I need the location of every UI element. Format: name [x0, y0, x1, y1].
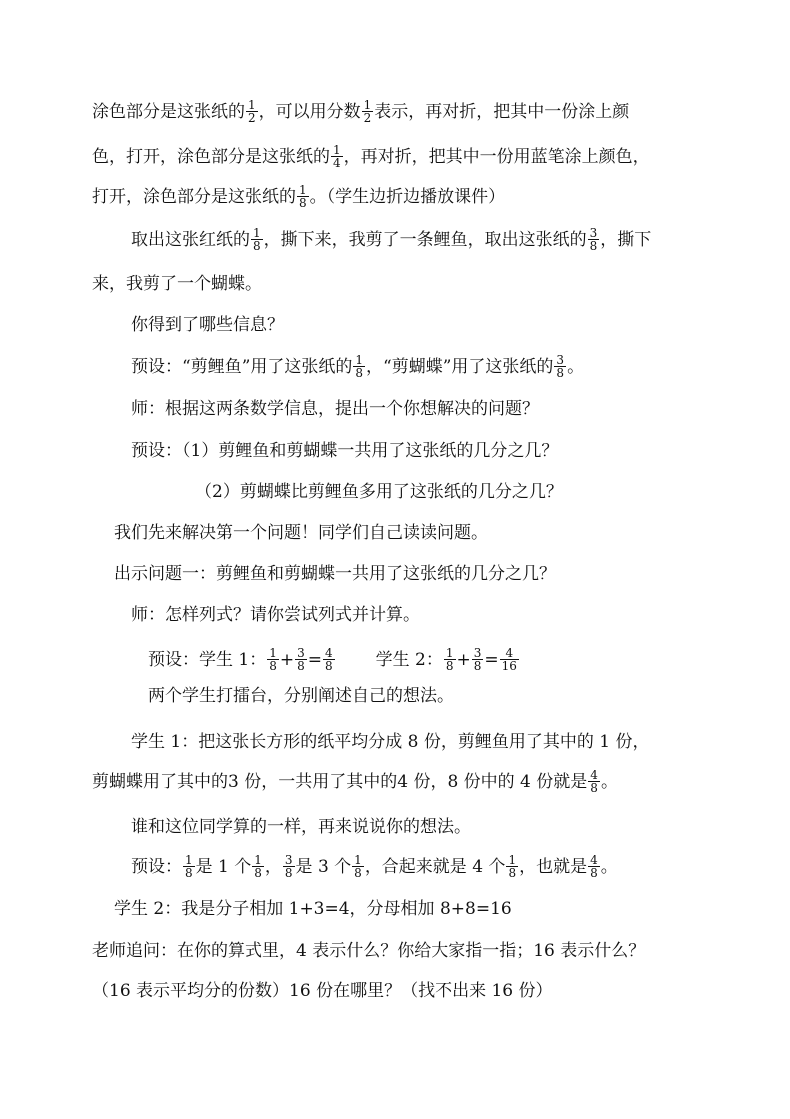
fraction-denominator: 8 — [355, 366, 364, 380]
paragraph-line — [92, 770, 618, 795]
text-run: ，也就是 — [519, 857, 588, 877]
text-run: （2）剪蝴蝶比剪鲤鱼多用了这张纸的几分之几？ — [195, 482, 563, 502]
fraction-denominator: 8 — [269, 659, 277, 673]
text-run: 学生 1：把这张长方形的纸平均分成 8 份，剪鲤鱼用了其中的 1 份， — [131, 732, 650, 752]
paragraph-line — [92, 100, 629, 125]
fraction-denominator: 8 — [297, 659, 305, 673]
text-run: 师：怎样列式？请你尝试列式并计算。 — [131, 605, 420, 625]
text-run: 你得到了哪些信息？ — [131, 315, 284, 335]
fraction-numerator: 1 — [354, 853, 362, 867]
paragraph-line — [114, 898, 512, 920]
fraction-numerator: 1 — [355, 353, 364, 367]
fraction-denominator: 8 — [590, 866, 598, 880]
text-run: ，可以用分数 — [258, 102, 361, 122]
text-run: 师：根据这两条数学信息，提出一个你想解决的问题？ — [131, 399, 539, 419]
fraction-denominator: 8 — [445, 659, 454, 673]
paragraph-line — [131, 816, 471, 838]
paragraph-line — [131, 604, 420, 626]
paragraph-line — [195, 481, 563, 503]
paragraph-line — [131, 355, 584, 380]
text-run: 预设：（1）剪鲤鱼和剪蝴蝶一共用了这张纸的几分之几？ — [131, 441, 559, 461]
fraction-numerator: 1 — [269, 646, 277, 660]
paragraph-line — [114, 563, 556, 585]
text-run: 学生 2：我是分子相加 1+3=4，分母相加 8+8=16 — [114, 899, 512, 919]
text-run: 是 1 个 — [195, 857, 252, 877]
paragraph-line — [148, 685, 454, 707]
fraction — [500, 647, 519, 672]
text-run: 。 — [600, 772, 618, 792]
text-run: （16 表示平均分的份数）16 份在哪里？（找不出来 16 份） — [92, 981, 553, 1001]
paragraph-line — [148, 648, 520, 673]
fraction-denominator: 8 — [254, 866, 262, 880]
fraction-denominator: 8 — [284, 866, 293, 880]
paragraph-line — [131, 440, 558, 462]
paragraph-line — [92, 940, 645, 962]
text-run: ，合起来就是 4 个 — [364, 857, 506, 877]
fraction-denominator: 8 — [590, 781, 598, 795]
text-run: + — [456, 650, 471, 670]
text-run: 谁和这位同学算的一样，再来说说你的想法。 — [131, 817, 471, 837]
fraction-numerator: 4 — [590, 768, 598, 782]
fraction — [353, 354, 365, 379]
text-run: 剪蝴蝶用了其中的3 份，一共用了其中的4 份，8 份中的 4 份就是 — [92, 772, 588, 792]
text-run: 。 — [600, 857, 618, 877]
fraction-denominator: 8 — [508, 866, 517, 880]
text-run: ，撕下 — [600, 230, 652, 250]
fraction — [588, 227, 600, 252]
text-run: 打开，涂色部分是这张纸的 — [92, 187, 296, 207]
paragraph-line — [92, 273, 262, 295]
text-run: 取出这张红纸的 — [131, 230, 250, 250]
text-run: + — [279, 650, 295, 670]
fraction-numerator: 3 — [297, 646, 305, 660]
text-run: 预设：学生 1： — [148, 650, 267, 670]
text-run: 老师追问：在你的算式里，4 表示什么？你给大家指一指；16 表示什么？ — [92, 941, 646, 961]
fraction — [283, 854, 295, 879]
fraction-numerator: 1 — [333, 143, 341, 157]
paragraph-line — [92, 980, 553, 1002]
text-run: 来，我剪了一个蝴蝶。 — [92, 274, 262, 294]
text-run: 表示，再对折，把其中一份涂上颜 — [374, 102, 630, 122]
text-run: = — [484, 650, 499, 670]
paragraph-line — [131, 855, 618, 880]
fraction — [183, 854, 195, 879]
fraction — [251, 227, 263, 252]
fraction — [588, 854, 600, 879]
paragraph-line — [131, 398, 539, 420]
text-run: = — [307, 650, 323, 670]
text-run: 色，打开，涂色部分是这张纸的 — [92, 147, 330, 167]
paragraph-line — [92, 185, 505, 210]
fraction-denominator: 8 — [299, 196, 307, 210]
text-run: 预设： — [131, 857, 182, 877]
fraction-denominator: 8 — [589, 239, 598, 253]
fraction-numerator: 3 — [473, 646, 482, 660]
fraction-numerator: 1 — [185, 853, 193, 867]
fraction-denominator: 8 — [354, 866, 362, 880]
fraction-denominator: 8 — [185, 866, 193, 880]
text-run: ， — [264, 857, 282, 877]
fraction-numerator: 1 — [248, 98, 256, 112]
fraction-numerator: 1 — [445, 646, 454, 660]
fraction-numerator: 1 — [299, 183, 307, 197]
text-run: 。 — [567, 357, 585, 377]
text-run: 。（学生边折边播放课件） — [309, 187, 506, 207]
fraction-denominator: 8 — [473, 659, 482, 673]
paragraph-line — [131, 731, 649, 753]
fraction — [506, 854, 518, 879]
fraction — [352, 854, 364, 879]
fraction-numerator: 4 — [505, 646, 514, 660]
fraction-numerator: 3 — [589, 226, 598, 240]
text-run: ，再对折，把其中一份用蓝笔涂上颜色， — [343, 147, 650, 167]
text-run: ，撕下来，我剪了一条鲤鱼，取出这张纸的 — [263, 230, 587, 250]
fraction — [444, 647, 456, 672]
paragraph-line — [131, 228, 651, 253]
fraction-denominator: 4 — [333, 156, 341, 170]
fraction — [554, 354, 566, 379]
fraction — [588, 769, 600, 794]
fraction-numerator: 1 — [363, 98, 372, 112]
fraction — [331, 144, 343, 169]
fraction-denominator: 2 — [363, 111, 372, 125]
fraction-numerator: 4 — [325, 646, 333, 660]
text-run: 我们先来解决第一个问题！同学们自己读读问题。 — [114, 523, 488, 543]
fraction — [297, 184, 309, 209]
fraction-numerator: 1 — [253, 226, 261, 240]
fraction — [362, 99, 374, 124]
fraction — [295, 647, 307, 672]
fraction-numerator: 1 — [508, 853, 517, 867]
fraction-numerator: 4 — [590, 853, 598, 867]
fraction-numerator: 3 — [556, 353, 565, 367]
paragraph-line — [92, 145, 650, 170]
paragraph-line — [114, 522, 488, 544]
fraction-numerator: 3 — [284, 853, 293, 867]
fraction-denominator: 8 — [325, 659, 333, 673]
fraction-denominator: 16 — [501, 659, 517, 673]
fraction — [323, 647, 335, 672]
text-run: 涂色部分是这张纸的 — [92, 102, 245, 122]
text-run: 是 3 个 — [295, 857, 352, 877]
text-run: 出示问题一：剪鲤鱼和剪蝴蝶一共用了这张纸的几分之几？ — [114, 564, 556, 584]
text-run: 学生 2： — [375, 650, 443, 670]
fraction-denominator: 8 — [253, 239, 261, 253]
text-run: 两个学生打擂台，分别阐述自己的想法。 — [148, 686, 454, 706]
paragraph-line — [131, 314, 284, 336]
fraction-denominator: 8 — [556, 366, 565, 380]
fraction — [267, 647, 279, 672]
fraction-denominator: 2 — [248, 111, 256, 125]
text-run: 预设：“剪鲤鱼”用了这张纸的 — [131, 357, 353, 377]
fraction — [246, 99, 258, 124]
fraction-numerator: 1 — [254, 853, 262, 867]
fraction — [252, 854, 264, 879]
text-run: ，“剪蝴蝶”用了这张纸的 — [366, 357, 554, 377]
fraction — [472, 647, 484, 672]
